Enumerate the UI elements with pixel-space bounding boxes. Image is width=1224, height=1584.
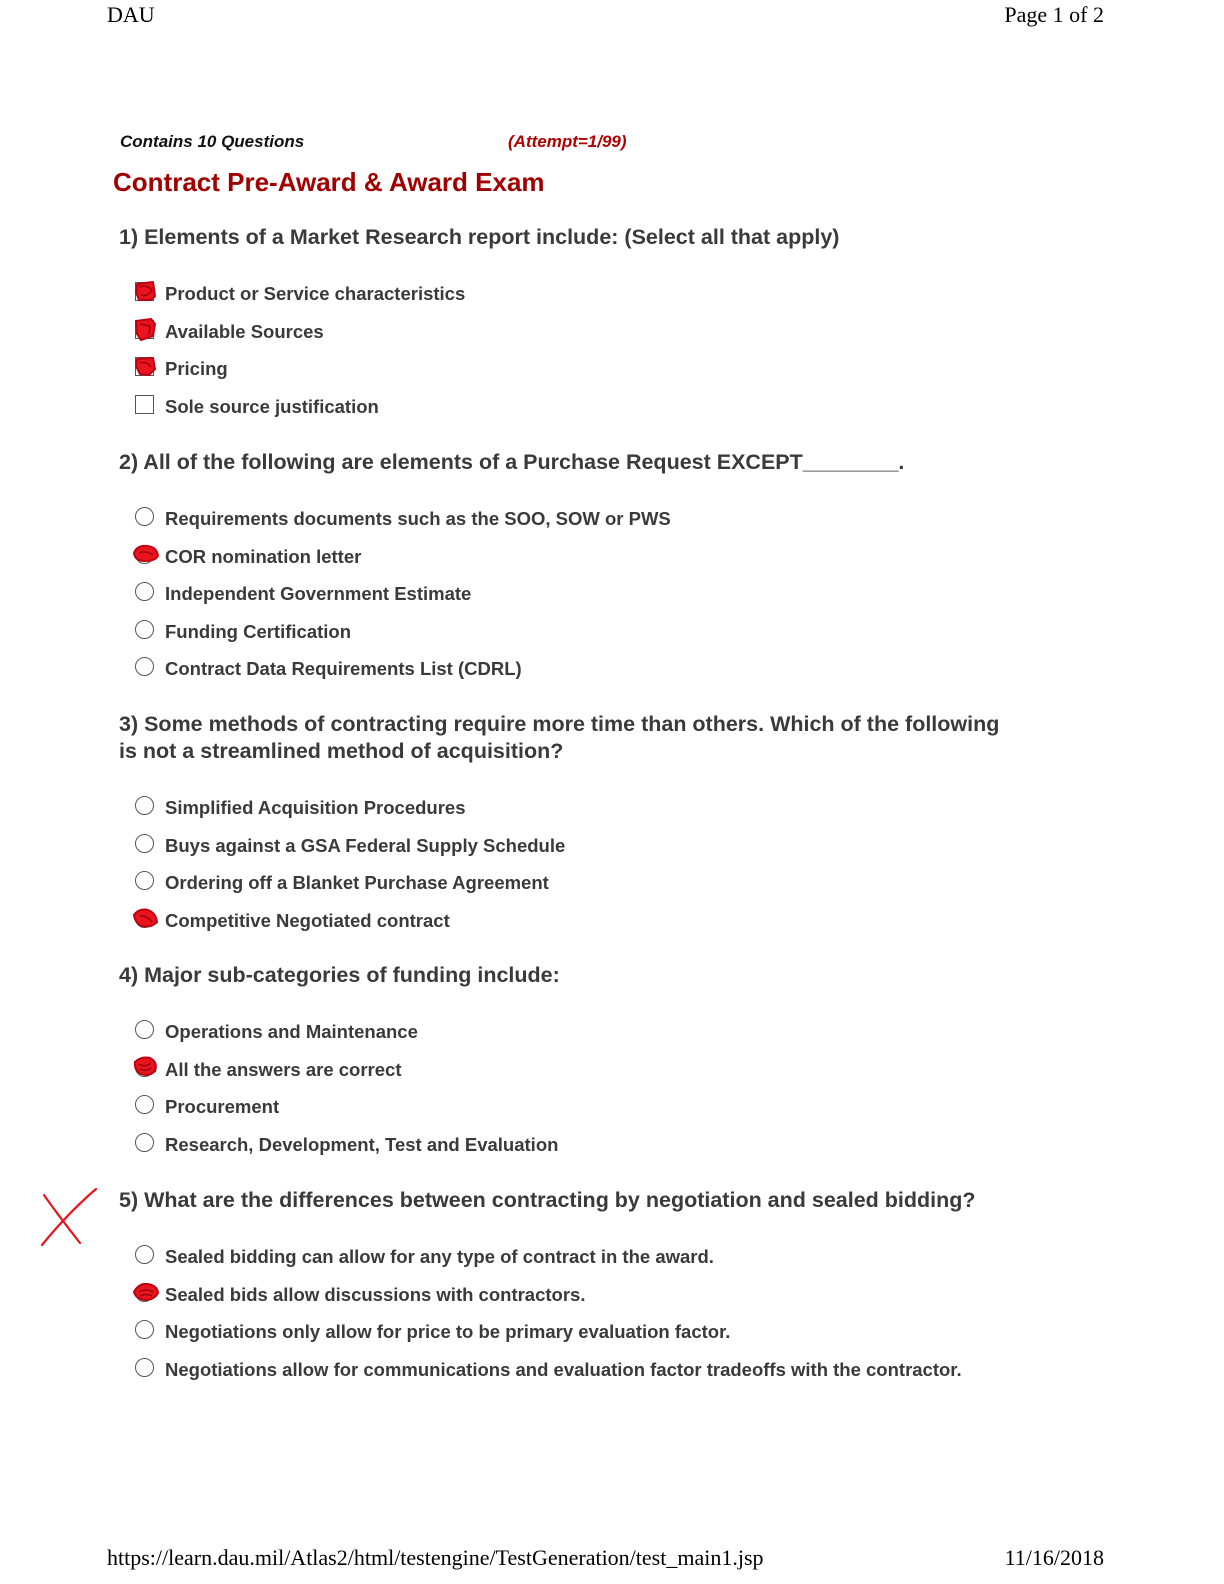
option-label: Negotiations allow for communications and evaluation factor tradeoffs with the contractor.	[165, 1358, 962, 1380]
answer-option[interactable]	[119, 833, 1119, 871]
question-text: 3) Some methods of contracting require more time than others. Which of the following is not a streamlined method of acquisition?	[119, 712, 1000, 763]
checkbox[interactable]	[135, 395, 154, 414]
radio-button[interactable]	[135, 582, 154, 601]
answer-option[interactable]	[119, 795, 1119, 833]
answer-option[interactable]	[119, 656, 1119, 694]
red-scribble-check-mark-icon	[131, 353, 161, 381]
radio-button[interactable]	[135, 1358, 154, 1377]
question-4	[119, 962, 1119, 1169]
print-header-site: DAU	[107, 2, 155, 27]
exam-title: Contract Pre-Award & Award Exam	[113, 167, 545, 197]
red-scribble-mark-icon	[131, 1054, 161, 1082]
radio-button[interactable]	[135, 1320, 154, 1339]
red-scribble-mark-icon	[131, 1279, 161, 1307]
question-text: 2) All of the following are elements of a Purchase Request EXCEPT________.	[119, 450, 905, 474]
answer-option[interactable]	[119, 908, 1119, 946]
answer-option[interactable]	[119, 1244, 1119, 1282]
answer-options	[119, 1019, 1119, 1169]
answer-option[interactable]	[119, 356, 1119, 394]
radio-button[interactable]	[135, 796, 154, 815]
option-label: Funding Certification	[165, 620, 352, 642]
answer-option[interactable]	[119, 1357, 1119, 1395]
answer-option[interactable]	[119, 506, 1119, 544]
answer-option[interactable]	[119, 1094, 1119, 1132]
option-label: Independent Government Estimate	[165, 583, 472, 604]
print-footer-url: https://learn.dau.mil/Atlas2/html/testengine/TestGeneration/test_main1.jsp	[107, 1545, 764, 1570]
answer-option[interactable]	[119, 870, 1119, 908]
radio-button[interactable]	[135, 871, 154, 890]
option-label: Contract Data Requirements List (CDRL)	[165, 658, 522, 679]
radio-button[interactable]	[135, 657, 154, 676]
question-2	[119, 449, 1119, 694]
answer-option[interactable]	[119, 1057, 1119, 1095]
question-1	[119, 224, 1119, 431]
option-label: Competitive Negotiated contract	[165, 909, 450, 931]
option-label: Pricing	[165, 358, 228, 379]
answer-option[interactable]	[119, 319, 1119, 357]
answer-option[interactable]	[119, 1282, 1119, 1320]
option-label: Product or Service characteristics	[165, 283, 466, 304]
question-3	[119, 711, 1119, 945]
red-scribble-check-mark-icon	[131, 278, 161, 306]
radio-button[interactable]	[135, 1133, 154, 1152]
answer-option[interactable]	[119, 1319, 1119, 1357]
answer-option[interactable]	[119, 394, 1119, 432]
answer-option[interactable]	[119, 581, 1119, 619]
radio-button[interactable]	[135, 507, 154, 526]
option-label: Sealed bidding can allow for any type of contract in the award.	[165, 1246, 714, 1267]
red-scribble-check-mark-icon	[131, 316, 161, 344]
option-label: Simplified Acquisition Procedures	[165, 797, 466, 818]
red-scribble-mark-icon	[131, 541, 161, 569]
option-label: Procurement	[165, 1096, 280, 1117]
question-text: 5) What are the differences between contracting by negotiation and sealed bidding?	[119, 1188, 976, 1212]
option-label: Operations and Maintenance	[165, 1021, 418, 1042]
option-label: Requirements documents such as the SOO, SOW or PWS	[165, 508, 671, 529]
answer-option[interactable]	[119, 1019, 1119, 1057]
red-scribble-mark-icon	[131, 905, 161, 933]
option-label: Sealed bids allow discussions with contractors.	[165, 1283, 586, 1305]
print-header-page-number: Page 1 of 2	[1004, 2, 1104, 27]
answer-option[interactable]	[119, 281, 1119, 319]
radio-button[interactable]	[135, 1020, 154, 1039]
radio-button[interactable]	[135, 1245, 154, 1264]
attempt-counter: (Attempt=1/99)	[508, 132, 627, 151]
option-label: Negotiations only allow for price to be primary evaluation factor.	[165, 1321, 731, 1342]
radio-button[interactable]	[135, 1095, 154, 1114]
option-label: Ordering off a Blanket Purchase Agreement	[165, 872, 549, 893]
option-label: All the answers are correct	[165, 1058, 402, 1080]
question-text: 4) Major sub-categories of funding include:	[119, 963, 560, 987]
option-label: Buys against a GSA Federal Supply Schedule	[165, 834, 566, 856]
radio-button[interactable]	[135, 834, 154, 853]
answer-options	[119, 506, 1119, 694]
question-count: Contains 10 Questions	[120, 132, 305, 151]
option-label: COR nomination letter	[165, 545, 362, 567]
answer-option[interactable]	[119, 1132, 1119, 1170]
answer-options	[119, 795, 1119, 945]
answer-options	[119, 281, 1119, 431]
print-footer-date: 11/16/2018	[1004, 1545, 1104, 1570]
option-label: Research, Development, Test and Evaluation	[165, 1133, 559, 1155]
answer-option[interactable]	[119, 544, 1119, 582]
red-x-wrong-mark-icon	[38, 1185, 100, 1249]
answer-options	[119, 1244, 1119, 1394]
option-label: Sole source justification	[165, 395, 379, 417]
option-label: Available Sources	[165, 320, 324, 342]
radio-button[interactable]	[135, 620, 154, 639]
answer-option[interactable]	[119, 619, 1119, 657]
question-text: 1) Elements of a Market Research report include: (Select all that apply)	[119, 225, 840, 249]
question-5	[119, 1187, 1119, 1394]
